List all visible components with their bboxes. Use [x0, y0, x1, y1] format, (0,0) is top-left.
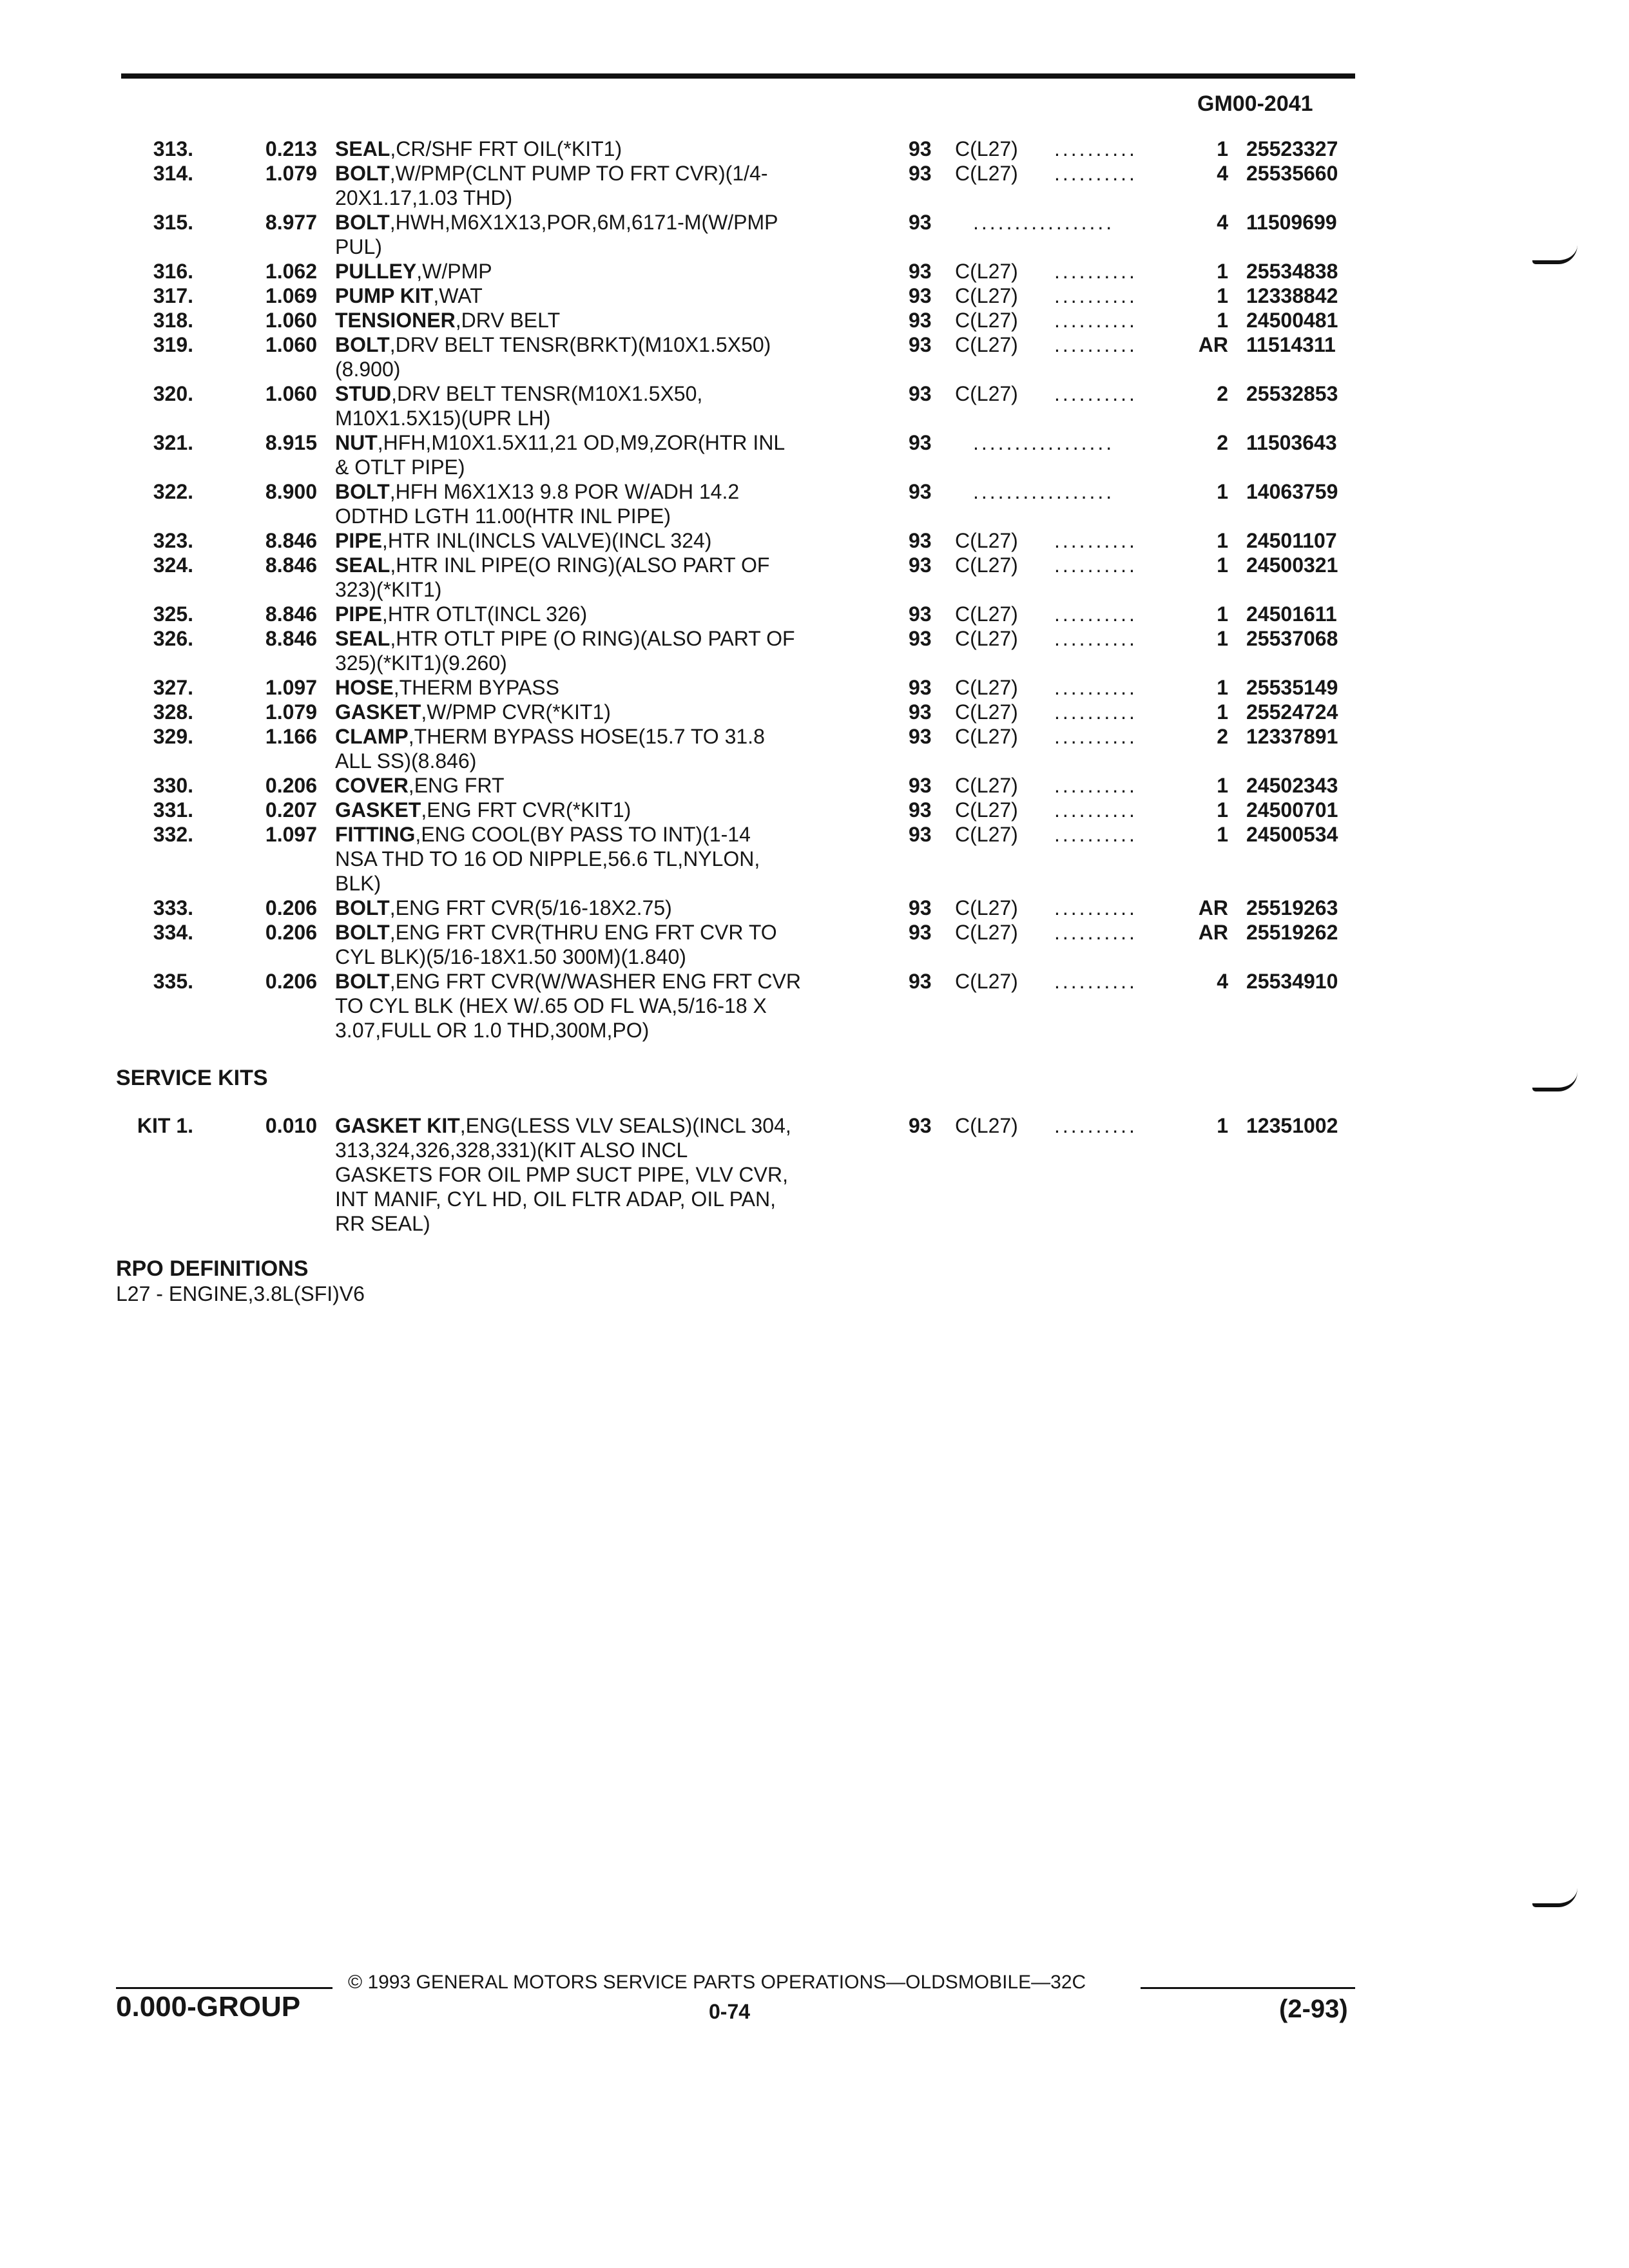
model-year: 93 [909, 382, 932, 405]
part-name: TENSIONER [335, 309, 456, 332]
part-description-line: ,ENG FRT CVR(W/WASHER ENG FRT CVR [389, 970, 801, 993]
rpo-code: C(L27) [955, 725, 1018, 748]
part-description-line: (8.900) [335, 358, 401, 381]
part-name: BOLT [335, 970, 390, 993]
part-name: FITTING [335, 823, 416, 846]
part-description [335, 284, 870, 308]
part-description-line: ,HTR OTLT PIPE (O RING)(ALSO PART OF [390, 627, 795, 650]
footer-copyright: © 1993 GENERAL MOTORS SERVICE PARTS OPERATIONS—OLDSMOBILE—32C [348, 1972, 1086, 1993]
model-year: 93 [909, 970, 932, 993]
model-year: 93 [909, 162, 932, 185]
part-name: GASKET [335, 798, 421, 822]
item-number: 333. [153, 896, 193, 919]
item-number: 332. [153, 823, 193, 846]
part-description [335, 896, 870, 920]
part-name: CLAMP [335, 725, 409, 748]
part-name: BOLT [335, 211, 390, 234]
quantity: 1 [1217, 309, 1228, 332]
part-number: 25535660 [1246, 162, 1338, 185]
part-description-line: CYL BLK)(5/16-18X1.50 300M)(1.840) [335, 945, 686, 968]
leader-dots: .......... [1054, 309, 1137, 332]
part-description-line: ,HTR OTLT(INCL 326) [381, 602, 588, 626]
model-year: 93 [909, 333, 932, 356]
part-description [335, 675, 870, 700]
part-description-line: ,ENG COOL(BY PASS TO INT)(1-14 [415, 823, 751, 846]
model-year: 93 [909, 284, 932, 307]
leader-dots: .......... [1054, 162, 1137, 185]
quantity: AR [1198, 921, 1228, 944]
part-number: 25534838 [1246, 260, 1338, 283]
leader-dots: ................. [973, 211, 1115, 234]
part-description-line: ,DRV BELT [455, 309, 561, 332]
group-number: 1.069 [265, 284, 317, 307]
item-number: 326. [153, 627, 193, 650]
item-number: 314. [153, 162, 193, 185]
part-name: COVER [335, 774, 409, 797]
rpo-code: C(L27) [955, 309, 1018, 332]
rpo-code: C(L27) [955, 823, 1018, 846]
document-code: GM00-2041 [1197, 91, 1313, 116]
quantity: AR [1198, 896, 1228, 919]
part-name: HOSE [335, 676, 394, 699]
quantity: 2 [1217, 725, 1228, 748]
footer-rule-right [1141, 1987, 1355, 1989]
part-description [335, 553, 870, 602]
item-number: 328. [153, 700, 193, 724]
model-year: 93 [909, 798, 932, 822]
part-description [335, 332, 870, 381]
group-number: 0.207 [265, 798, 317, 822]
footer-date: (2-93) [1279, 1995, 1348, 2023]
group-number: 8.977 [265, 211, 317, 234]
model-year: 93 [909, 480, 932, 503]
part-description-line: ,HWH,M6X1X13,POR,6M,6171-M(W/PMP [389, 211, 778, 234]
leader-dots: .......... [1054, 896, 1137, 919]
quantity: 4 [1217, 162, 1228, 185]
item-number: 320. [153, 382, 193, 405]
part-description [335, 626, 870, 675]
part-description [335, 161, 870, 210]
footer-page-number: 0-74 [709, 2000, 751, 2023]
part-name: BOLT [335, 480, 390, 503]
part-number: 25524724 [1246, 700, 1338, 724]
quantity: 1 [1217, 284, 1228, 307]
leader-dots: .......... [1054, 553, 1137, 577]
rpo-code: C(L27) [955, 162, 1018, 185]
model-year: 93 [909, 627, 932, 650]
item-number: 334. [153, 921, 193, 944]
quantity: 4 [1217, 970, 1228, 993]
part-description-line: 323)(*KIT1) [335, 578, 442, 601]
leader-dots: .......... [1054, 676, 1137, 699]
group-number: 1.060 [265, 382, 317, 405]
part-description [335, 1113, 870, 1236]
part-name: GASKET [335, 700, 421, 724]
rpo-code: C(L27) [955, 798, 1018, 822]
part-name: BOLT [335, 921, 390, 944]
part-name: BOLT [335, 896, 390, 919]
leader-dots: .......... [1054, 627, 1137, 650]
part-description-line: 20X1.17,1.03 THD) [335, 186, 513, 209]
footer-group: 0.000-GROUP [116, 1991, 301, 2023]
part-name: SEAL [335, 627, 390, 650]
part-name: BOLT [335, 162, 390, 185]
group-number: 1.062 [265, 260, 317, 283]
rpo-code: C(L27) [955, 553, 1018, 577]
item-number: 335. [153, 970, 193, 993]
part-description-line: ,DRV BELT TENSR(BRKT)(M10X1.5X50) [389, 333, 771, 356]
part-number: 24500701 [1246, 798, 1338, 822]
part-description [335, 137, 870, 161]
quantity: 1 [1217, 529, 1228, 552]
leader-dots: .......... [1054, 284, 1137, 307]
part-number: 11514311 [1246, 333, 1336, 356]
item-number: 319. [153, 333, 193, 356]
quantity: 1 [1217, 823, 1228, 846]
part-description-line: INT MANIF, CYL HD, OIL FLTR ADAP, OIL PAN, [335, 1187, 776, 1211]
part-description-line: 325)(*KIT1)(9.260) [335, 651, 507, 675]
part-description [335, 430, 870, 479]
model-year: 93 [909, 137, 932, 160]
group-number: 8.846 [265, 529, 317, 552]
rpo-code: C(L27) [955, 896, 1018, 919]
part-number: 24501611 [1246, 602, 1337, 626]
group-number: 0.213 [265, 137, 317, 160]
part-name: NUT [335, 431, 378, 454]
quantity: 1 [1217, 1114, 1228, 1137]
part-description [335, 773, 870, 798]
quantity: 1 [1217, 700, 1228, 724]
part-description-line: NSA THD TO 16 OD NIPPLE,56.6 TL,NYLON, [335, 847, 760, 870]
item-number: 318. [153, 309, 193, 332]
rpo-definition-line: L27 - ENGINE,3.8L(SFI)V6 [116, 1282, 365, 1305]
rpo-code: C(L27) [955, 627, 1018, 650]
part-number: 25532853 [1246, 382, 1338, 405]
group-number: 8.846 [265, 553, 317, 577]
leader-dots: .......... [1054, 529, 1137, 552]
group-number: 1.097 [265, 823, 317, 846]
binding-mark [1532, 245, 1577, 264]
part-name: PIPE [335, 602, 382, 626]
part-description-line: PUL) [335, 235, 382, 258]
model-year: 93 [909, 700, 932, 724]
part-description-line: ,ENG FRT CVR(5/16-18X2.75) [389, 896, 672, 919]
part-name: GASKET KIT [335, 1114, 460, 1137]
leader-dots: .......... [1054, 774, 1137, 797]
leader-dots: .......... [1054, 602, 1137, 626]
rpo-code: C(L27) [955, 137, 1018, 160]
model-year: 93 [909, 309, 932, 332]
part-number: 25534910 [1246, 970, 1338, 993]
group-number: 0.206 [265, 774, 317, 797]
part-description [335, 602, 870, 626]
group-number: 0.206 [265, 896, 317, 919]
quantity: 1 [1217, 137, 1228, 160]
part-description [335, 920, 870, 969]
rpo-code: C(L27) [955, 970, 1018, 993]
part-number: 24501107 [1246, 529, 1337, 552]
group-number: 0.206 [265, 921, 317, 944]
item-number: 317. [153, 284, 193, 307]
rpo-code: C(L27) [955, 529, 1018, 552]
part-description-line: ,CR/SHF FRT OIL(*KIT1) [390, 137, 622, 160]
part-description-line: ,W/PMP(CLNT PUMP TO FRT CVR)(1/4- [389, 162, 768, 185]
group-number: 1.060 [265, 333, 317, 356]
quantity: 1 [1217, 553, 1228, 577]
item-number: 322. [153, 480, 193, 503]
part-name: BOLT [335, 333, 390, 356]
model-year: 93 [909, 921, 932, 944]
quantity: 1 [1217, 260, 1228, 283]
part-description [335, 528, 870, 553]
part-description-line: TO CYL BLK (HEX W/.65 OD FL WA,5/16-18 X [335, 994, 767, 1017]
leader-dots: .......... [1054, 798, 1137, 822]
model-year: 93 [909, 260, 932, 283]
part-description [335, 479, 870, 528]
item-number: 324. [153, 553, 193, 577]
part-description-line: ,HTR INL PIPE(O RING)(ALSO PART OF [390, 553, 770, 577]
part-description [335, 822, 870, 896]
group-number: 1.060 [265, 309, 317, 332]
leader-dots: ................. [973, 431, 1115, 454]
quantity: 1 [1217, 676, 1228, 699]
part-description-line: ODTHD LGTH 11.00(HTR INL PIPE) [335, 505, 671, 528]
part-description-line: ,THERM BYPASS [393, 676, 559, 699]
leader-dots: .......... [1054, 970, 1137, 993]
quantity: 2 [1217, 431, 1228, 454]
model-year: 93 [909, 725, 932, 748]
leader-dots: .......... [1054, 137, 1137, 160]
group-number: 1.079 [265, 700, 317, 724]
rpo-code: C(L27) [955, 1114, 1018, 1137]
part-description-line: ,W/PMP [416, 260, 492, 283]
group-number: 0.206 [265, 970, 317, 993]
part-number: 24500534 [1246, 823, 1338, 846]
leader-dots: .......... [1054, 823, 1137, 846]
item-number: 315. [153, 211, 193, 234]
part-number: 24500481 [1246, 309, 1338, 332]
part-name: PIPE [335, 529, 382, 552]
group-number: 1.166 [265, 725, 317, 748]
part-description-line: ,HFH,M10X1.5X11,21 OD,M9,ZOR(HTR INL [377, 431, 786, 454]
model-year: 93 [909, 211, 932, 234]
footer-rule-left [116, 1987, 333, 1989]
top-rule [121, 73, 1355, 79]
group-number: 8.900 [265, 480, 317, 503]
part-name: PUMP KIT [335, 284, 434, 307]
part-description-line: ,ENG FRT [408, 774, 505, 797]
model-year: 93 [909, 896, 932, 919]
model-year: 93 [909, 823, 932, 846]
item-number: 329. [153, 725, 193, 748]
item-number: KIT 1. [137, 1114, 193, 1137]
part-number: 25537068 [1246, 627, 1338, 650]
rpo-code: C(L27) [955, 602, 1018, 626]
quantity: 1 [1217, 798, 1228, 822]
rpo-code: C(L27) [955, 700, 1018, 724]
part-description [335, 259, 870, 284]
quantity: 1 [1217, 774, 1228, 797]
part-description-line: ,THERM BYPASS HOSE(15.7 TO 31.8 [408, 725, 765, 748]
part-description-line: ,ENG FRT CVR(*KIT1) [421, 798, 631, 822]
part-name: STUD [335, 382, 392, 405]
part-number: 24500321 [1246, 553, 1338, 577]
binding-mark [1532, 1072, 1577, 1091]
part-description-line: 3.07,FULL OR 1.0 THD,300M,PO) [335, 1019, 650, 1042]
group-number: 8.846 [265, 602, 317, 626]
rpo-code: C(L27) [955, 260, 1018, 283]
part-number: 25523327 [1246, 137, 1338, 160]
model-year: 93 [909, 553, 932, 577]
part-number: 12338842 [1246, 284, 1338, 307]
rpo-code: C(L27) [955, 382, 1018, 405]
leader-dots: .......... [1054, 260, 1137, 283]
part-name: SEAL [335, 553, 390, 577]
item-number: 330. [153, 774, 193, 797]
leader-dots: .......... [1054, 333, 1137, 356]
part-description [335, 210, 870, 259]
model-year: 93 [909, 1114, 932, 1137]
part-name: SEAL [335, 137, 390, 160]
leader-dots: .......... [1054, 700, 1137, 724]
item-number: 313. [153, 137, 193, 160]
leader-dots: .......... [1054, 1114, 1137, 1137]
leader-dots: .......... [1054, 382, 1137, 405]
group-number: 1.079 [265, 162, 317, 185]
part-description-line: M10X1.5X15)(UPR LH) [335, 407, 551, 430]
item-number: 323. [153, 529, 193, 552]
model-year: 93 [909, 602, 932, 626]
part-description-line: ,HTR INL(INCLS VALVE)(INCL 324) [381, 529, 712, 552]
rpo-definitions-heading: RPO DEFINITIONS [116, 1256, 309, 1281]
part-name: PULLEY [335, 260, 417, 283]
part-description-line: BLK) [335, 872, 381, 895]
rpo-code: C(L27) [955, 921, 1018, 944]
part-description-line: ,W/PMP CVR(*KIT1) [421, 700, 611, 724]
rpo-code: C(L27) [955, 774, 1018, 797]
part-description [335, 724, 870, 773]
rpo-code: C(L27) [955, 676, 1018, 699]
part-description-line: ,HFH M6X1X13 9.8 POR W/ADH 14.2 [389, 480, 740, 503]
item-number: 327. [153, 676, 193, 699]
model-year: 93 [909, 676, 932, 699]
quantity: 1 [1217, 627, 1228, 650]
part-description-line: & OTLT PIPE) [335, 456, 465, 479]
part-description-line: GASKETS FOR OIL PMP SUCT PIPE, VLV CVR, [335, 1163, 788, 1186]
group-number: 1.097 [265, 676, 317, 699]
part-description [335, 700, 870, 724]
part-description-line: ,DRV BELT TENSR(M10X1.5X50, [391, 382, 703, 405]
rpo-code: C(L27) [955, 284, 1018, 307]
part-description-line: 313,324,326,328,331)(KIT ALSO INCL [335, 1139, 688, 1162]
leader-dots: .......... [1054, 921, 1137, 944]
part-description-line: RR SEAL) [335, 1212, 430, 1235]
part-description-line: ,WAT [433, 284, 483, 307]
leader-dots: .......... [1054, 725, 1137, 748]
group-number: 8.846 [265, 627, 317, 650]
part-description-line: ,ENG FRT CVR(THRU ENG FRT CVR TO [389, 921, 777, 944]
quantity: 1 [1217, 480, 1228, 503]
part-number: 25519263 [1246, 896, 1338, 919]
item-number: 321. [153, 431, 193, 454]
part-number: 11509699 [1246, 211, 1337, 234]
part-number: 14063759 [1246, 480, 1338, 503]
part-number: 24502343 [1246, 774, 1338, 797]
part-description [335, 381, 870, 430]
group-number: 8.915 [265, 431, 317, 454]
group-number: 0.010 [265, 1114, 317, 1137]
quantity: 1 [1217, 602, 1228, 626]
part-number: 12337891 [1246, 725, 1338, 748]
part-number: 12351002 [1246, 1114, 1338, 1137]
binding-mark [1532, 1888, 1577, 1907]
model-year: 93 [909, 529, 932, 552]
part-description [335, 969, 870, 1043]
part-description-line: ,ENG(LESS VLV SEALS)(INCL 304, [459, 1114, 791, 1137]
part-description [335, 798, 870, 822]
model-year: 93 [909, 431, 932, 454]
quantity: 4 [1217, 211, 1228, 234]
part-number: 25535149 [1246, 676, 1338, 699]
item-number: 331. [153, 798, 193, 822]
part-description [335, 308, 870, 332]
quantity: 2 [1217, 382, 1228, 405]
item-number: 325. [153, 602, 193, 626]
item-number: 316. [153, 260, 193, 283]
service-kits-heading: SERVICE KITS [116, 1066, 268, 1090]
part-description-line: ALL SS)(8.846) [335, 749, 477, 773]
quantity: AR [1198, 333, 1228, 356]
part-number: 25519262 [1246, 921, 1338, 944]
leader-dots: ................. [973, 480, 1115, 503]
part-number: 11503643 [1246, 431, 1337, 454]
rpo-code: C(L27) [955, 333, 1018, 356]
model-year: 93 [909, 774, 932, 797]
